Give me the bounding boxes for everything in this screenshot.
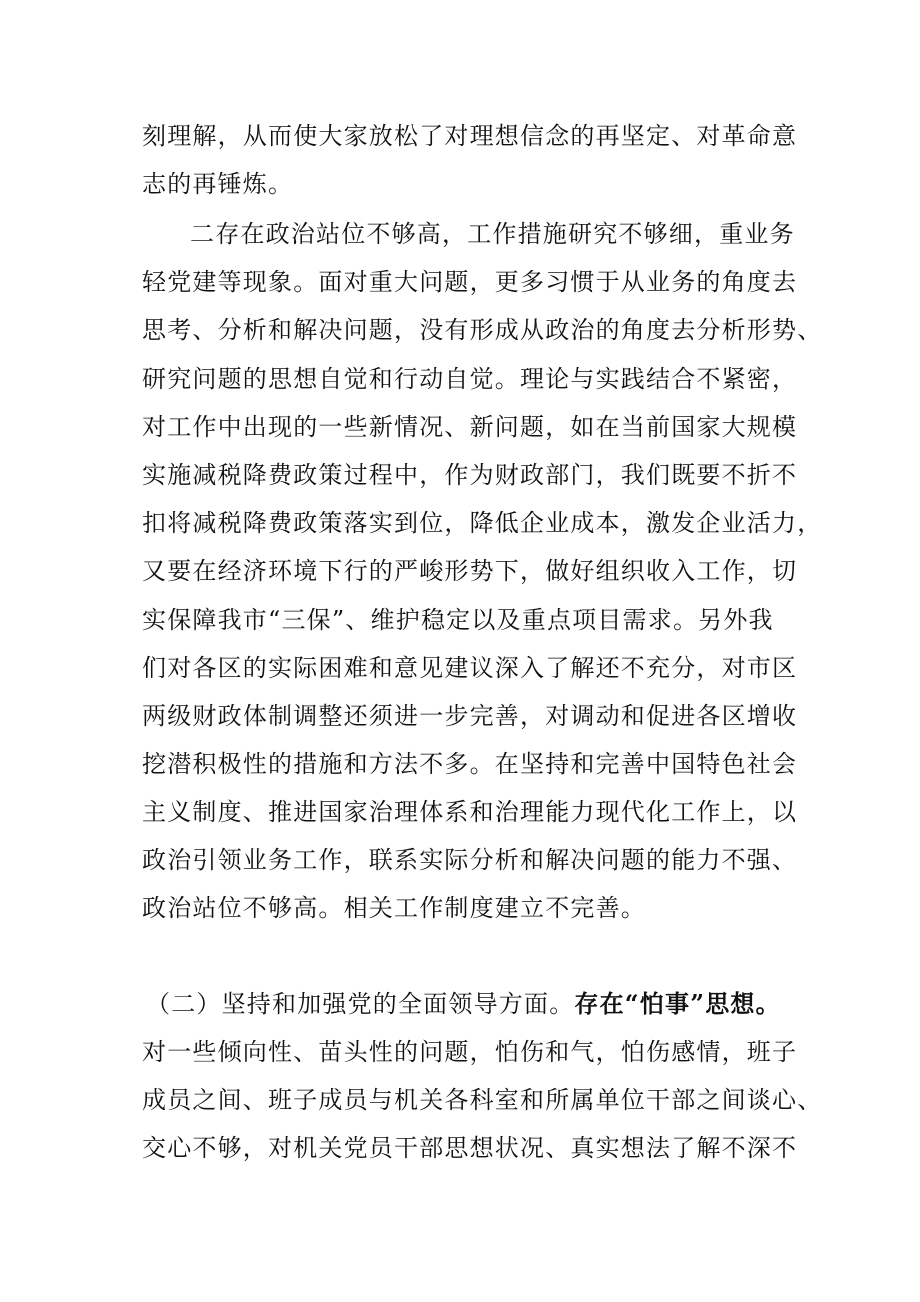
- paragraph-2-line-12: 挖潜积极性的措施和方法不多。在坚持和完善中国特色社会: [142, 750, 798, 778]
- paragraph-2-line-4: 研究问题的思想自觉和行动自觉。理论与实践结合不紧密，: [142, 365, 798, 393]
- paragraph-2-line-8: 又要在经济环境下行的严峻形势下，做好组织收入工作，切: [142, 557, 798, 585]
- section-2-line-2: 成员之间、班子成员与机关各科室和所属单位干部之间谈心、: [142, 1086, 823, 1114]
- section-2-line-1: 对一些倾向性、苗头性的问题，怕伤和气，怕伤感情，班子: [142, 1038, 798, 1066]
- paragraph-2-line-13: 主义制度、推进国家治理体系和治理能力现代化工作上，以: [142, 798, 798, 826]
- section-2-heading-normal: （二）坚持和加强党的全面领导方面。: [146, 990, 575, 1018]
- section-2-heading-bold: 存在“怕事”思想。: [574, 989, 781, 1018]
- paragraph-2-line-7: 扣将减税降费政策落实到位，降低企业成本，激发企业活力，: [142, 509, 823, 537]
- paragraph-2-line-11: 两级财政体制调整还须进一步完善，对调动和促进各区增收: [142, 702, 798, 730]
- paragraph-2-line-3: 思考、分析和解决问题，没有形成从政治的角度去分析形势、: [142, 316, 823, 344]
- paragraph-2-line-14: 政治引领业务工作，联系实际分析和解决问题的能力不强、: [142, 846, 798, 874]
- paragraph-1-line-2: 志的再锤炼。: [142, 170, 294, 198]
- paragraph-2-line-15: 政治站位不够高。相关工作制度建立不完善。: [142, 894, 646, 922]
- paragraph-2-line-1: 二存在政治站位不够高，工作措施研究不够细，重业务: [190, 220, 795, 248]
- paragraph-2-line-2: 轻党建等现象。面对重大问题，更多习惯于从业务的角度去: [142, 268, 798, 296]
- paragraph-1-line-1: 刻理解，从而使大家放松了对理想信念的再坚定、对革命意: [142, 122, 798, 150]
- paragraph-2-line-9: 实保障我市“三保”、维护稳定以及重点项目需求。另外我: [142, 606, 774, 634]
- section-2-line-3: 交心不够，对机关党员干部思想状况、真实想法了解不深不: [142, 1134, 798, 1162]
- section-2-heading: [146, 989, 781, 1019]
- paragraph-2-line-5: 对工作中出现的一些新情况、新问题，如在当前国家大规模: [142, 413, 798, 441]
- paragraph-2-line-6: 实施减税降费政策过程中，作为财政部门，我们既要不折不: [142, 461, 798, 489]
- paragraph-2-line-10: 们对各区的实际困难和意见建议深入了解还不充分，对市区: [142, 654, 798, 682]
